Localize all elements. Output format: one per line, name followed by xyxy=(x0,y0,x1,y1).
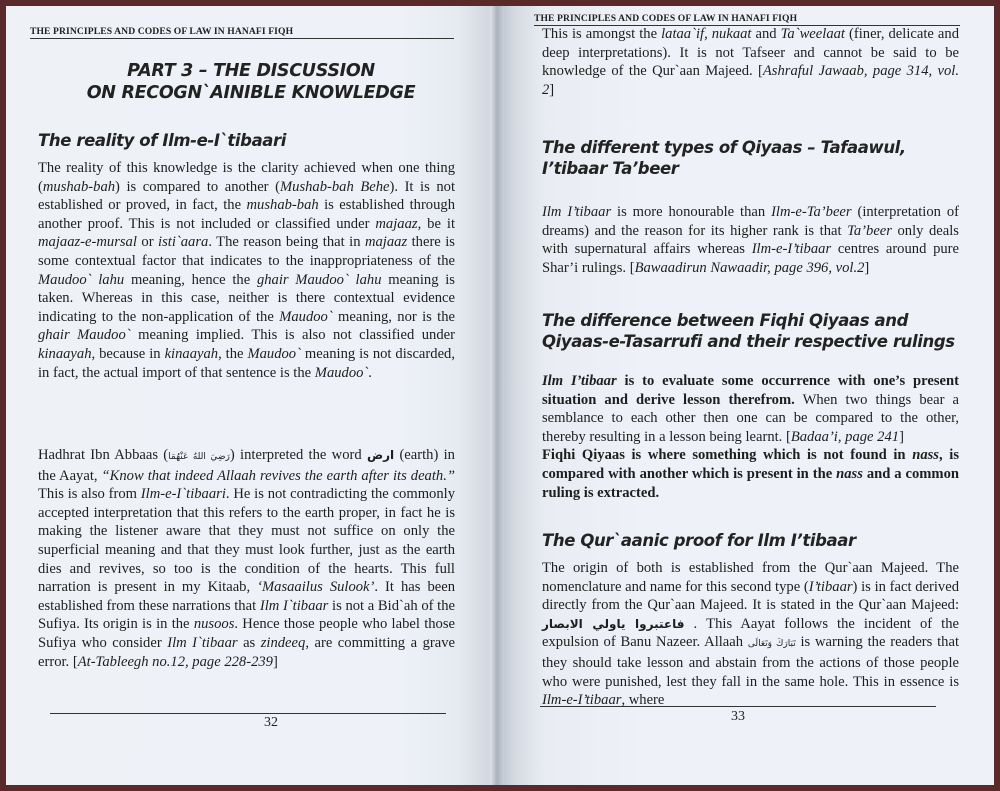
running-head: THE PRINCIPLES AND CODES OF LAW IN HANAFI FIQH xyxy=(30,26,454,39)
footer-rule xyxy=(50,713,446,714)
running-head: THE PRINCIPLES AND CODES OF LAW IN HANAFI FIQH xyxy=(534,13,960,26)
section-heading: The difference between Fiqhi Qiyaas and Qiyaas-e-Tasarrufi and their respective rulings xyxy=(542,311,955,351)
honorific-glyph: تَبَارَكَ وَتَعَالَى xyxy=(747,639,796,650)
left-page xyxy=(6,6,496,785)
part-title xyxy=(6,60,496,104)
section-heading: The reality of Ilm-e-I`tibaari xyxy=(38,131,287,150)
arabic-verse: فاعتبروا ياولي الابصار xyxy=(542,616,685,631)
part-title-line1: PART 3 – THE DISCUSSION xyxy=(127,61,375,81)
book-spread xyxy=(6,6,994,785)
paragraph: Ilm I’tibaar is more honourable than Ilm-e-Ta’beer (interpretation of dreams) and the reason for its higher rank is that Ta’beer only deals with supernatural affairs whereas Ilm-e-I’tibaar centres around pure Shar’i rulings. [Bawaadirun Nawaadir, page 396, vol.2] xyxy=(542,204,959,276)
part-title-line2: ON RECOGN`AINIBLE KNOWLEDGE xyxy=(86,83,416,103)
page-number: 33 xyxy=(731,709,745,724)
paragraph: The reality of this knowledge is the clarity achieved when one thing (mushab-bah) is compared to another (Mushab-bah Behe). It is not established or proved, in fact, the mushab-bah is established through another proof. This is not included or classified under majaaz, be it majaaz-e-mursal or isti`aara. The reason being that in majaaz there is some contextual factor that indicates to the inappropriateness of the Maudoo` lahu meaning, hence the ghair Maudoo` lahu meaning is taken. Whereas in this case, neither is there contextual evidence indicating to the non-application of the Maudoo` meaning, nor is the ghair Maudoo` meaning implied. This is also not classified under kinaayah, because in kinaayah, the Maudoo` meaning is not discarded, in fact, the actual import of that sentence is the Maudoo`. xyxy=(38,160,456,381)
footer-rule xyxy=(540,706,936,707)
right-page xyxy=(496,6,994,785)
paragraph: This is amongst the lataa`if, nukaat and Ta`weelaat (finer, delicate and deep interpretations). It is not Tafseer and cannot be said to be knowledge of the Qur`aan Majeed. [Ashraful Jawaab, page 314, vol. 2] xyxy=(542,26,959,98)
paragraph: Ilm I’tibaar is to evaluate some occurrence with one’s present situation and derive lesson therefrom. When two things bear a semblance to each other then one can be compared to the other, thereby resulting in a lesson being learnt. [Badaa’i, page 241] Fiqhi Qiyaas is where something which is not found in nass, is compared with another which is present in the nass and a common ruling is extracted. xyxy=(542,373,960,501)
section-heading: The different types of Qiyaas – Tafaawul, I’tibaar Ta’beer xyxy=(542,138,906,178)
section-heading: The Qur`aanic proof for Ilm I’tibaar xyxy=(542,531,856,550)
arabic-word: ارض xyxy=(366,448,395,462)
honorific-glyph: رَضِيَ اللهُ عَنْهُمَا xyxy=(168,452,230,462)
paragraph: Hadhrat Ibn Abbaas (رَضِيَ اللهُ عَنْهُمَا) interpreted the word ارض (earth) in the Aayat, “Know that indeed Allaah revives the earth after its death.” This is also from Ilm-e-I`tibaari. He is not contradicting the commonly accepted interpretation that this refers to the earth proper, in fact he is making the listener aware that they must not suffice on only the superficial meaning and that they must look further, just as the earth dies and revives, so too is the condition of the hearts. This full narration is present in my Kitaab, ‘Masaailus Sulook’. It has been established from these narrations that Ilm I`tibaar is not a Bid`ah of the Sufiya. Its origin is in the nusoos. Hence those people who label those Sufiya who consider Ilm I`tibaar as zindeeq, are committing a grave error. [At-Tableegh no.12, page 228-239] xyxy=(38,447,456,670)
paragraph: The origin of both is established from the Qur`aan Majeed. The nomenclature and name for this second type (I’tibaar) is in fact derived directly from the Qur`aan Majeed. It is stated in the Qur`aan Majeed: فاعتبروا ياولي الابصار . This Aayat follows the incident of the expulsion of Banu Nazeer. Allaah تَبَارَكَ وَتَعَالَى is warning the readers that they should take lesson and abstain from the actions of those people who were punished, lest they fall in the same hole. This in essence is Ilm-e-I’tibaar, where xyxy=(542,560,960,709)
page-number: 32 xyxy=(264,715,278,730)
book-gutter xyxy=(490,6,504,785)
